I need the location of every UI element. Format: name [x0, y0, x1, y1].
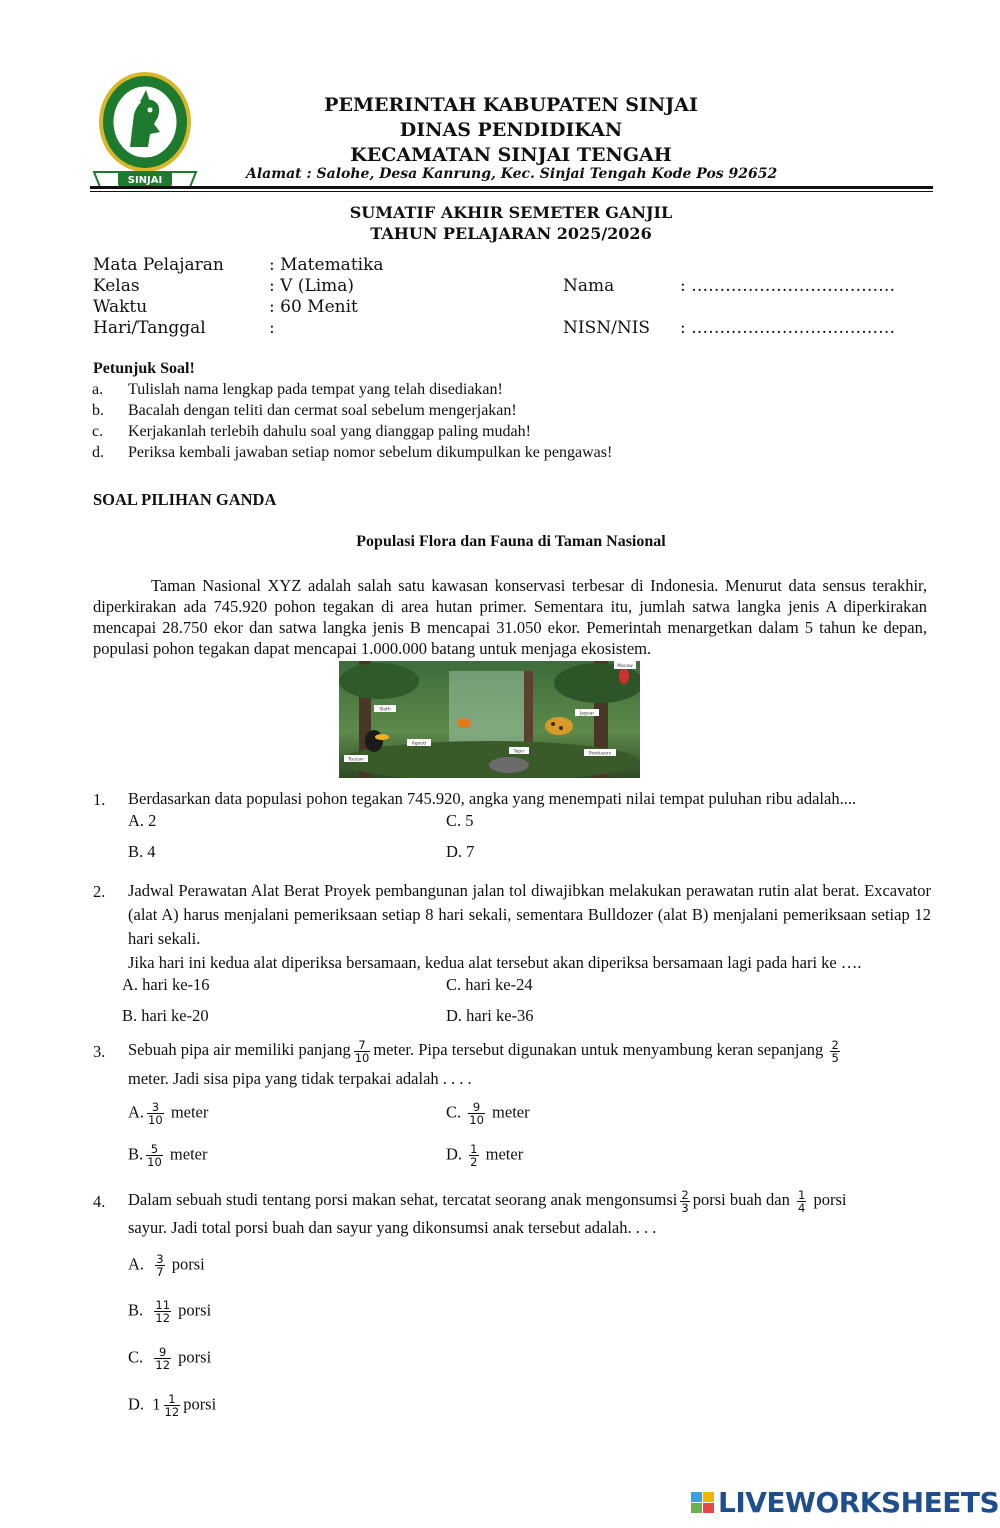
q4-number: 4. — [93, 1192, 106, 1211]
kelas-label: Kelas — [93, 276, 140, 296]
svg-text:SINJAI: SINJAI — [127, 175, 163, 186]
exam-year: TAHUN PELAJARAN 2025/2026 — [370, 224, 652, 243]
q1-number: 1. — [93, 790, 106, 809]
q2-number: 2. — [93, 882, 106, 901]
header-divider — [90, 186, 933, 189]
school-address: Alamat : Salohe, Desa Kanrung, Kec. Sinjai Tengah Kode Pos 92652 — [246, 166, 778, 182]
petunjuk-label: c. — [92, 423, 104, 440]
q3-option-a[interactable]: A. $\frac{3}{10}$ meter — [128, 1100, 209, 1127]
header-line-3: KECAMATAN SINJAI TENGAH — [350, 144, 672, 166]
fraction: $\frac{1}{4}$ — [798, 1187, 806, 1215]
passage-title: Populasi Flora dan Fauna di Taman Nasional — [356, 533, 666, 550]
hari-label: Hari/Tanggal — [93, 318, 206, 338]
q2-option-a[interactable]: A. hari ke-16 — [122, 975, 210, 994]
q2-option-c[interactable]: C. hari ke-24 — [446, 975, 533, 994]
q3-text-2: meter. Jadi sisa pipa yang tidak terpakai adalah . . . . — [128, 1069, 472, 1088]
petunjuk-text: Kerjakanlah terlebih dahulu soal yang dianggap paling mudah! — [128, 423, 531, 440]
fraction: $\frac{2}{3}$ — [681, 1187, 689, 1215]
q2-text: Jadwal Perawatan Alat Berat Proyek pembangunan jalan tol diwajibkan melakukan perawatan rutin alat berat. Excavator (alat A) harus menjalani pemeriksaan setiap 8 hari sekali, sementara Bulldozer (alat B) menjalani pemeriksaan setiap 12 hari sekali. — [128, 881, 931, 948]
kelas-value: : V (Lima) — [269, 276, 355, 296]
q1-option-b[interactable]: B. 4 — [128, 842, 156, 861]
liveworksheets-brand: LIVEWORKSHEETS — [718, 1486, 1000, 1519]
header-line-1: PEMERINTAH KABUPATEN SINJAI — [324, 94, 698, 116]
petunjuk-item — [0, 402, 1000, 422]
fraction: $\frac{7}{10}$ — [354, 1037, 370, 1065]
svg-text:Agouti: Agouti — [411, 741, 427, 747]
svg-text:Macaw: Macaw — [617, 664, 633, 669]
q3-number: 3. — [93, 1042, 106, 1061]
waktu-label: Waktu — [93, 297, 148, 317]
q4-text: Dalam sebuah studi tentang porsi makan sehat, tercatat seorang anak mengonsumsi $\frac{2}{3}$ porsi buah dan $\frac{1}{4}$ porsi — [128, 1187, 847, 1215]
nisn-field[interactable]: : ……………………………… — [680, 318, 896, 338]
waktu-value: : 60 Menit — [269, 297, 358, 317]
header-divider-thin — [90, 191, 933, 192]
header-line-2: DINAS PENDIDIKAN — [399, 119, 623, 141]
q1-option-a[interactable]: A. 2 — [128, 811, 157, 830]
petunjuk-label: b. — [92, 402, 104, 419]
q4-option-b[interactable]: B. $\frac{11}{12}$ porsi — [128, 1298, 212, 1325]
q4-text-2: sayur. Jadi total porsi buah dan sayur yang dikonsumsi anak tersebut adalah. . . . — [128, 1218, 657, 1237]
q3-option-d[interactable]: D. $\frac{1}{2}$ meter — [446, 1142, 524, 1169]
q4-option-d[interactable]: D. 1 $\frac{1}{12}$ porsi — [128, 1392, 217, 1419]
q3-text: Sebuah pipa air memiliki panjang $\frac{7}{10}$ meter. Pipa tersebut digunakan untuk menyambung keran sepanjang $\frac{2}{5}$ — [128, 1037, 839, 1065]
petunjuk-text: Periksa kembali jawaban setiap nomor sebelum dikumpulkan ke pengawas! — [128, 444, 613, 461]
petunjuk-text: Bacalah dengan teliti dan cermat soal sebelum mengerjakan! — [128, 402, 517, 419]
svg-text:Jaguar: Jaguar — [579, 711, 595, 717]
exam-title: SUMATIF AKHIR SEMETER GANJIL — [349, 203, 673, 222]
petunjuk-item — [0, 381, 1000, 401]
q4-option-c[interactable]: C. $\frac{9}{12}$ porsi — [128, 1345, 212, 1372]
svg-text:Toucan: Toucan — [348, 757, 364, 763]
fraction: $\frac{2}{5}$ — [831, 1037, 839, 1065]
q1-option-d[interactable]: D. 7 — [446, 842, 475, 861]
section-title: SOAL PILIHAN GANDA — [93, 490, 277, 509]
q4-option-a[interactable]: A. $\frac{3}{7}$ porsi — [128, 1252, 205, 1279]
passage-text: Taman Nasional XYZ adalah salah satu kawasan konservasi terbesar di Indonesia. Menurut data sensus terakhir, diperkirakan ada 745.920 pohon tegakan di area hutan primer. Sementara itu, jumlah satwa langka jenis A diperkirakan mencapai 28.750 ekor dan satwa langka jenis B mencapai 31.050 ekor. Pemerintah menargetkan dalam 5 tahun ke depan, populasi pohon tegakan dapat mencapai 1.000.000 batang untuk menjaga ekosistem. — [93, 576, 927, 658]
nama-label: Nama — [563, 276, 615, 296]
q3-option-c[interactable]: C. $\frac{9}{10}$ meter — [446, 1100, 530, 1127]
q3-option-b[interactable]: B. $\frac{5}{10}$ meter — [128, 1142, 208, 1169]
q1-option-c[interactable]: C. 5 — [446, 811, 474, 830]
svg-text:Producers: Producers — [588, 751, 612, 757]
nama-field[interactable]: : ……………………………… — [680, 276, 896, 296]
nisn-label: NISN/NIS — [563, 318, 651, 338]
petunjuk-title: Petunjuk Soal! — [93, 360, 195, 377]
forest-food-web-image — [339, 661, 640, 778]
q2-option-d[interactable]: D. hari ke-36 — [446, 1006, 534, 1025]
svg-text:Sloth: Sloth — [379, 707, 391, 713]
petunjuk-item — [0, 423, 1000, 443]
petunjuk-text: Tulislah nama lengkap pada tempat yang telah disediakan! — [128, 381, 503, 398]
q2-text-2: Jika hari ini kedua alat diperiksa bersamaan, kedua alat tersebut akan diperiksa bersamaan lagi pada hari ke …. — [128, 953, 862, 972]
mapel-value: : Matematika — [269, 255, 384, 275]
q2-option-b[interactable]: B. hari ke-20 — [122, 1006, 209, 1025]
petunjuk-label: d. — [92, 444, 104, 461]
petunjuk-item — [0, 444, 1000, 464]
q1-text: Berdasarkan data populasi pohon tegakan 745.920, angka yang menempati nilai tempat puluhan ribu adalah.... — [128, 789, 857, 808]
mapel-label: Mata Pelajaran — [93, 255, 224, 275]
hari-value: : — [269, 318, 275, 338]
svg-text:Tapir: Tapir — [513, 749, 525, 755]
liveworksheets-logo-icon — [691, 1492, 715, 1514]
petunjuk-label: a. — [92, 381, 104, 398]
